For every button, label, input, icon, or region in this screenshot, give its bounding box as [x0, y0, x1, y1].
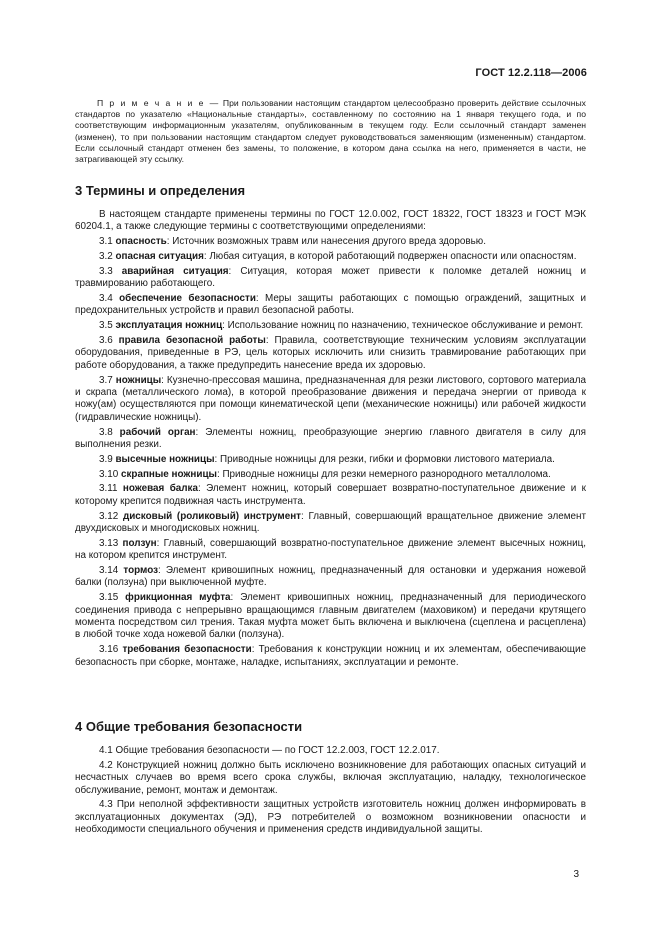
term-number: 3.12 — [99, 510, 119, 522]
term-number: 3.10 — [99, 468, 119, 480]
term-text: : Элемент кривошипных ножниц, предназначенный для периодического соединения привода с непрерывно вращающимся главным двигателем (маховиком) и передачи крутящего момента посредством сил трения. Такая муфта может быть включена и выключена (сцеплена и расцеплена) в любой точке хода ножевой балки (ползуна). — [75, 592, 586, 641]
term-definition — [75, 565, 586, 590]
note-paragraph — [75, 98, 586, 165]
term-name: опасность — [115, 236, 167, 248]
term-text: : Использование ножниц по назначению, техническое обслуживание и ремонт. — [222, 320, 584, 332]
term-definition — [75, 454, 586, 466]
term-text: : Кузнечно-прессовая машина, предназначенная для резки листового, сортового материала и скрапа (металлического лома), в которой преобразование движения и передача энергии от привода к ножу(ам) осуществляются при помощи кинематической цепи (механические ножницы) или рабочей жидкости (гидравлические ножницы). — [75, 374, 587, 423]
term-number: 3.8 — [99, 426, 113, 438]
item-text: Общие требования безопасности — по ГОСТ 12.2.003, ГОСТ 12.2.017. — [115, 745, 440, 756]
term-text: : Правила, соответствующие техническим условиям эксплуатации оборудования, приведенные в РЭ, цель которых исключить или снизить травмирование работающих при работе оборудования, а также предупредить нанесение вреда их здоровью. — [75, 335, 586, 371]
term-name: требования безопасности — [122, 644, 252, 656]
term-name: эксплуатация ножниц — [115, 320, 223, 332]
item-text: Конструкцией ножниц должно быть исключено возникновение для работающих опасных ситуаций и несчастных случаев во время всего срока службы, включая эксплуатацию, наладку, технологическое обслуживание, ремонт, монтаж и демонтаж. — [75, 759, 587, 796]
term-name: правила безопасной работы — [118, 335, 266, 346]
term-number: 3.5 — [99, 320, 113, 332]
term-number: 3.13 — [99, 537, 119, 549]
term-text: : Главный, совершающий возвратно-поступательное движение элемент высечных ножниц, на котором крепится инструмент. — [75, 537, 586, 562]
term-name: аварийная ситуация — [121, 265, 229, 277]
term-name: ножевая балка — [122, 483, 198, 495]
term-name: рабочий орган — [119, 426, 196, 438]
term-name: ползун — [122, 537, 157, 549]
term-definition — [75, 483, 586, 508]
term-text: : Приводные ножницы для резки немерного разнородного металлолома. — [216, 468, 551, 480]
section-4-heading: 4 Общие требования безопасности — [75, 719, 303, 734]
term-definition — [75, 251, 586, 263]
note-text: При пользовании настоящим стандартом целесообразно проверить действие ссылочных стандартов по указателю «Национальные стандарты», составленному по состоянию на 1 января текущего года, и по соответствующим информационным указателям, опубликованным в текущем году. Если ссылочный стандарт заменен (изменен), то при пользовании настоящим стандартом следует руководствоваться заменяющим (измененным) стандартом. Если ссылочный стандарт отменен без замены, то положение, в котором дана ссылка на него, применяется в части, не затрагивающей эту ссылку. — [75, 98, 586, 165]
term-definition — [75, 320, 586, 332]
term-number: 3.14 — [99, 565, 119, 577]
note-label: П р и м е ч а н и е — — [97, 98, 220, 108]
term-definition — [75, 427, 586, 452]
term-definition — [75, 266, 586, 291]
term-text: : Приводные ножницы для резки, гибки и формовки листового материала. — [214, 453, 555, 465]
item-number: 4.1 — [99, 745, 113, 756]
term-number: 3.7 — [99, 374, 113, 386]
requirement-item — [75, 799, 586, 836]
item-number: 4.3 — [99, 799, 113, 811]
term-name: высечные ножницы — [115, 453, 215, 465]
page-number: 3 — [573, 869, 579, 880]
term-definition — [75, 644, 586, 669]
term-text: : Элементы ножниц, преобразующие энергию главного двигателя в силу для выполнения резки. — [75, 426, 586, 451]
document-header-id: ГОСТ 12.2.118—2006 — [475, 67, 587, 79]
term-text: : Меры защиты работающих с помощью ограждений, защитных и предохранительных устройств и правил безопасной работы. — [75, 293, 586, 317]
term-text: : Элемент кривошипных ножниц, предназначенный для остановки и удержания ножевой балки (ползуна) при выключенной муфте. — [75, 565, 586, 589]
term-definition — [75, 236, 586, 248]
term-text: : Источник возможных травм или нанесения другого вреда здоровью. — [166, 236, 486, 248]
term-text: : Главный, совершающий вращательное движение элемент двухдисковых и многодисковых ножниц. — [75, 510, 587, 535]
term-number: 3.4 — [99, 293, 113, 304]
term-number: 3.16 — [99, 644, 119, 656]
term-name: ножницы — [115, 374, 162, 386]
term-definition — [75, 469, 586, 481]
term-number: 3.6 — [99, 335, 113, 346]
requirement-item — [75, 760, 586, 797]
term-number: 3.15 — [99, 592, 119, 604]
term-number: 3.3 — [99, 265, 113, 277]
term-name: скрапные ножницы — [120, 468, 217, 480]
term-number: 3.11 — [99, 483, 118, 495]
term-definition — [75, 293, 586, 318]
term-definition — [75, 511, 586, 536]
term-name: фрикционная муфта — [125, 592, 231, 604]
section-3-body — [75, 209, 586, 671]
term-number: 3.9 — [99, 453, 113, 465]
term-text: : Любая ситуация, в которой работающий подвержен опасности или опасностям. — [203, 251, 577, 262]
item-number: 4.2 — [99, 759, 113, 771]
term-text: : Ситуация, которая может привести к поломке деталей ножниц и травмированию работающего. — [75, 265, 587, 290]
term-name: обеспечение безопасности — [119, 293, 256, 304]
term-number: 3.2 — [99, 251, 113, 262]
term-text: : Требования к конструкции ножниц и их элементам, обеспечивающие безопасность при сборке, монтаже, наладке, испытаниях, эксплуатации и ремонте. — [75, 644, 586, 668]
term-text: : Элемент ножниц, который совершает возвратно-поступательное движение и к которому крепится подвижная часть инструмента. — [75, 483, 586, 507]
item-text: При неполной эффективности защитных устройств изготовитель ножниц должен информировать в эксплуатационных документах (ЭД), РЭ потребителей о возможном возникновении опасности и необходимости специального обучения и применения средств индивидуальной защиты. — [75, 799, 586, 836]
term-definition — [75, 592, 586, 642]
term-definition — [75, 538, 586, 563]
section-3-intro: В настоящем стандарте применены термины по ГОСТ 12.0.002, ГОСТ 18322, ГОСТ 18323 и ГОСТ МЭК 60204.1, а также следующие термины с соответствующими определениями: — [75, 209, 586, 233]
term-name: тормоз — [123, 565, 158, 577]
section-4-body — [75, 745, 586, 839]
term-name: опасная ситуация — [115, 251, 204, 262]
section-3-heading: 3 Термины и определения — [75, 183, 246, 198]
term-definition — [75, 335, 586, 372]
term-name: дисковый (роликовый) инструмент — [122, 510, 302, 522]
requirement-item — [75, 745, 586, 757]
term-definition — [75, 375, 586, 425]
term-number: 3.1 — [99, 236, 113, 248]
